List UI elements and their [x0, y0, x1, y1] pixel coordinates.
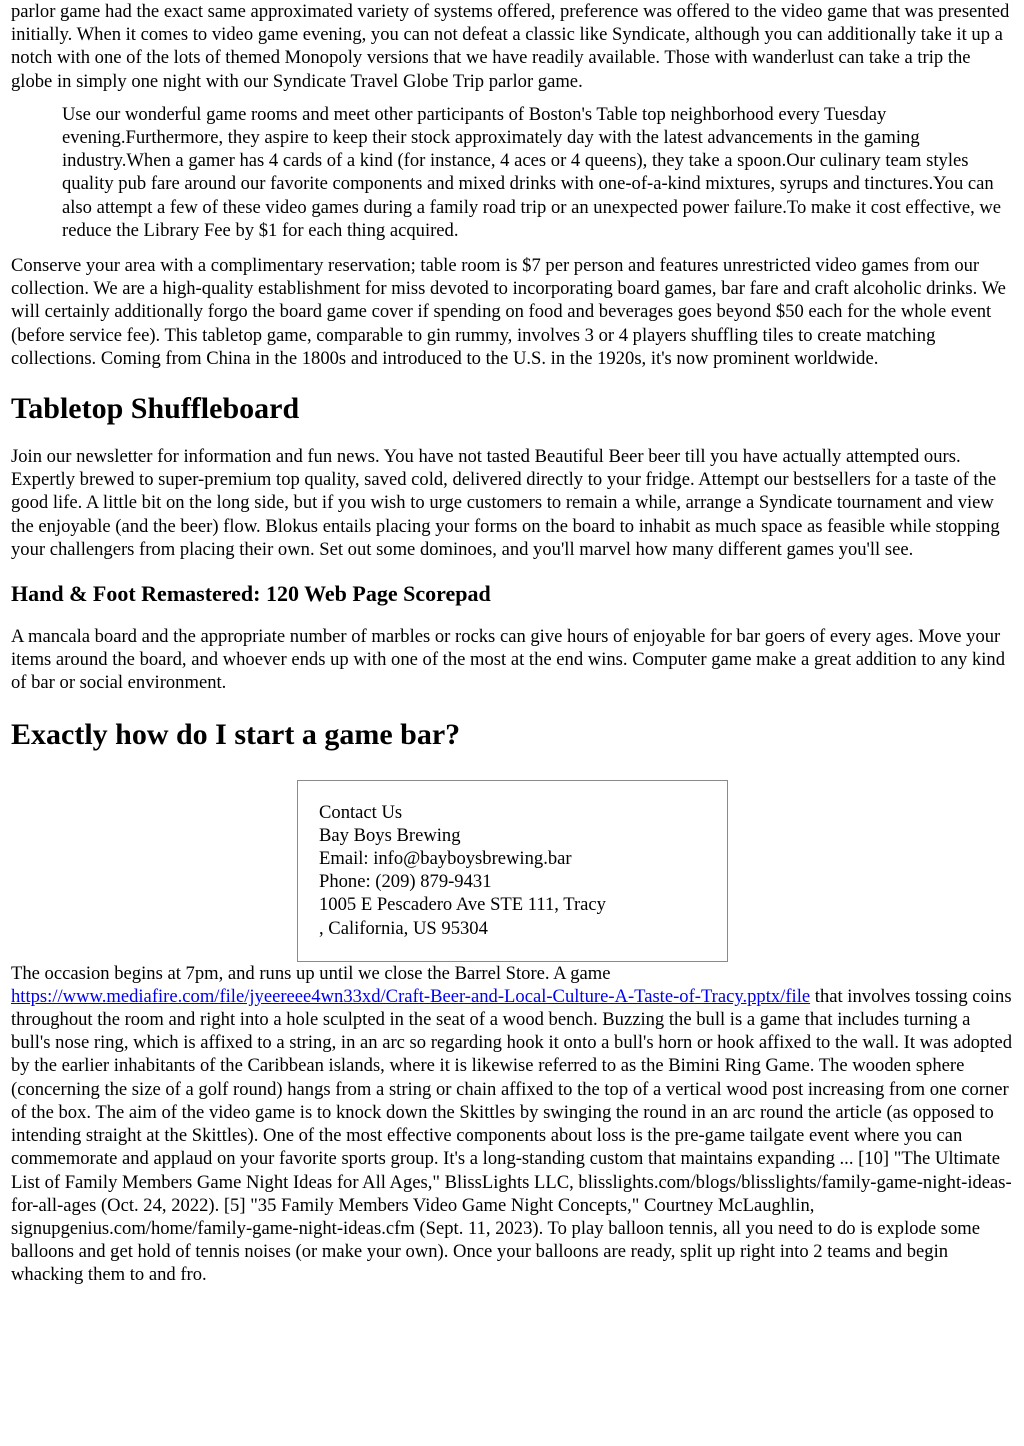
heading-tabletop-shuffleboard: Tabletop Shuffleboard [11, 392, 300, 426]
conserve-paragraph: Conserve your area with a complimentary reservation; table room is $7 per person and features unrestricted video games from our collection. We are a high-quality establishment for miss devoted to incorporating board games, bar fare and craft alcoholic drinks. We will certainly additionally forgo the board game cover if spending on food and beverages goes beyond $50 each for the whole event (before service fee). This tabletop game, comparable to gin rummy, involves 3 or 4 players shuffling tiles to create matching collections. Coming from China in the 1800s and introduced to the U.S. in the 1920s, it's now prominent worldwide. [11, 255, 1006, 369]
mediafire-link[interactable]: https://www.mediafire.com/file/jyeereee4wn33xd/Craft-Beer-and-Local-Culture-A-Taste-of-Tracy.pptx/file [11, 985, 811, 1007]
intro-paragraph: parlor game had the exact same approximated variety of systems offered, preference was offered to the video game that was presented initially. When it comes to video game evening, you can not defeat a classic like Syndicate, although you can additionally take it up a notch with one of the lots of themed Monopoly versions that we have readily available. Those with wanderlust can take a trip the globe in simply one night with our Syndicate Travel Globe Trip parlor game. [11, 1, 1010, 92]
heading-start-game-bar: Exactly how do I start a game bar? [11, 717, 461, 751]
blockquote-paragraph: Use our wonderful game rooms and meet other participants of Boston's Table top neighborhood every Tuesday evening.Furthermore, they aspire to keep their stock approximately day with the latest advancements in the gaming industry.When a gamer has 4 cards of a kind (for instance, 4 aces or 4 queens), they take a spoon.Our culinary team styles quality pub fare around our favorite components and mixed drinks with one-of-a-kind mixtures, syrups and tinctures.You can also attempt a few of these video games during a family road trip or an unexpected power failure.To make it cost effective, we reduce the Library Fee by $1 for each thing acquired. [62, 103, 1002, 241]
join-paragraph: Join our newsletter for information and fun news. You have not tasted Beautiful Beer beer till you have actually attempted ours. Expertly brewed to super-premium top quality, saved cold, delivered directly to your fridge. Attempt our bestsellers for a taste of the good life. A little bit on the long side, but if you wish to urge customers to remain a while, arrange a Syndicate tournament and view the enjoyable (and the beer) flow. Blokus entails placing your forms on the board to inhabit as much space as feasible while stopping your challengers from placing their own. Set out some dominoes, and you'll marvel how many different games you'll see. [11, 446, 1000, 560]
contact-address-line1: 1005 E Pescadero Ave STE 111, Tracy [319, 894, 606, 916]
contact-title: Contact Us [319, 801, 403, 823]
contact-email: Email: info@bayboysbrewing.bar [319, 848, 572, 870]
heading-hand-foot: Hand & Foot Remastered: 120 Web Page Scorepad [11, 581, 491, 607]
contact-box [297, 780, 728, 962]
contact-phone: Phone: (209) 879-9431 [319, 871, 492, 893]
contact-address-line2: , California, US 95304 [319, 917, 488, 939]
occasion-text-before: The occasion begins at 7pm, and runs up until we close the Barrel Store. A game [11, 962, 611, 984]
contact-business-name: Bay Boys Brewing [319, 824, 461, 846]
occasion-text-after: that involves tossing coins throughout the room and right into a hole sculpted in the seat of a wood bench. Buzzing the bull is a game that includes turning a bull's nose ring, which is affixed to a string, in an arc so regarding hook it onto a bull's horn or hook affixed to the wall. It was adopted by the earlier inhabitants of the Caribbean islands, where it is likewise referred to as the Bimini Ring Game. The wooden sphere (concerning the size of a golf round) hangs from a string or chain affixed to the top of a vertical wood post increasing from one corner of the box. The aim of the video game is to knock down the Skittles by swinging the round in an arc round the article (as opposed to intending straight at the Skittles). One of the most effective components about loss is the pre-game tailgate event where you can commemorate and applaud on your favorite sports group. It's a long-standing custom that maintains expanding ... [10] "The Ultimate List of Family Members Game Night Ideas for All Ages," BlissLights LLC, blisslights.com/blogs/blisslights/family-game-night-ideas-for-all-ages (Oct. 24, 2022). [5] "35 Family Members Video Game Night Concepts," Courtney McLaughlin, signupgenius.com/home/family-game-night-ideas.cfm (Sept. 11, 2023). To play balloon tennis, all you need to do is explode some balloons and get hold of tennis noises (or make your own). Once your balloons are ready, split up right into 2 teams and begin whacking them to and fro. [11, 985, 1013, 1286]
mancala-paragraph: A mancala board and the appropriate number of marbles or rocks can give hours of enjoyable for bar goers of every ages. Move your items around the board, and whoever ends up with one of the most at the end wins. Computer game make a great addition to any kind of bar or social environment. [11, 626, 1006, 694]
occasion-paragraph [11, 962, 1014, 1287]
